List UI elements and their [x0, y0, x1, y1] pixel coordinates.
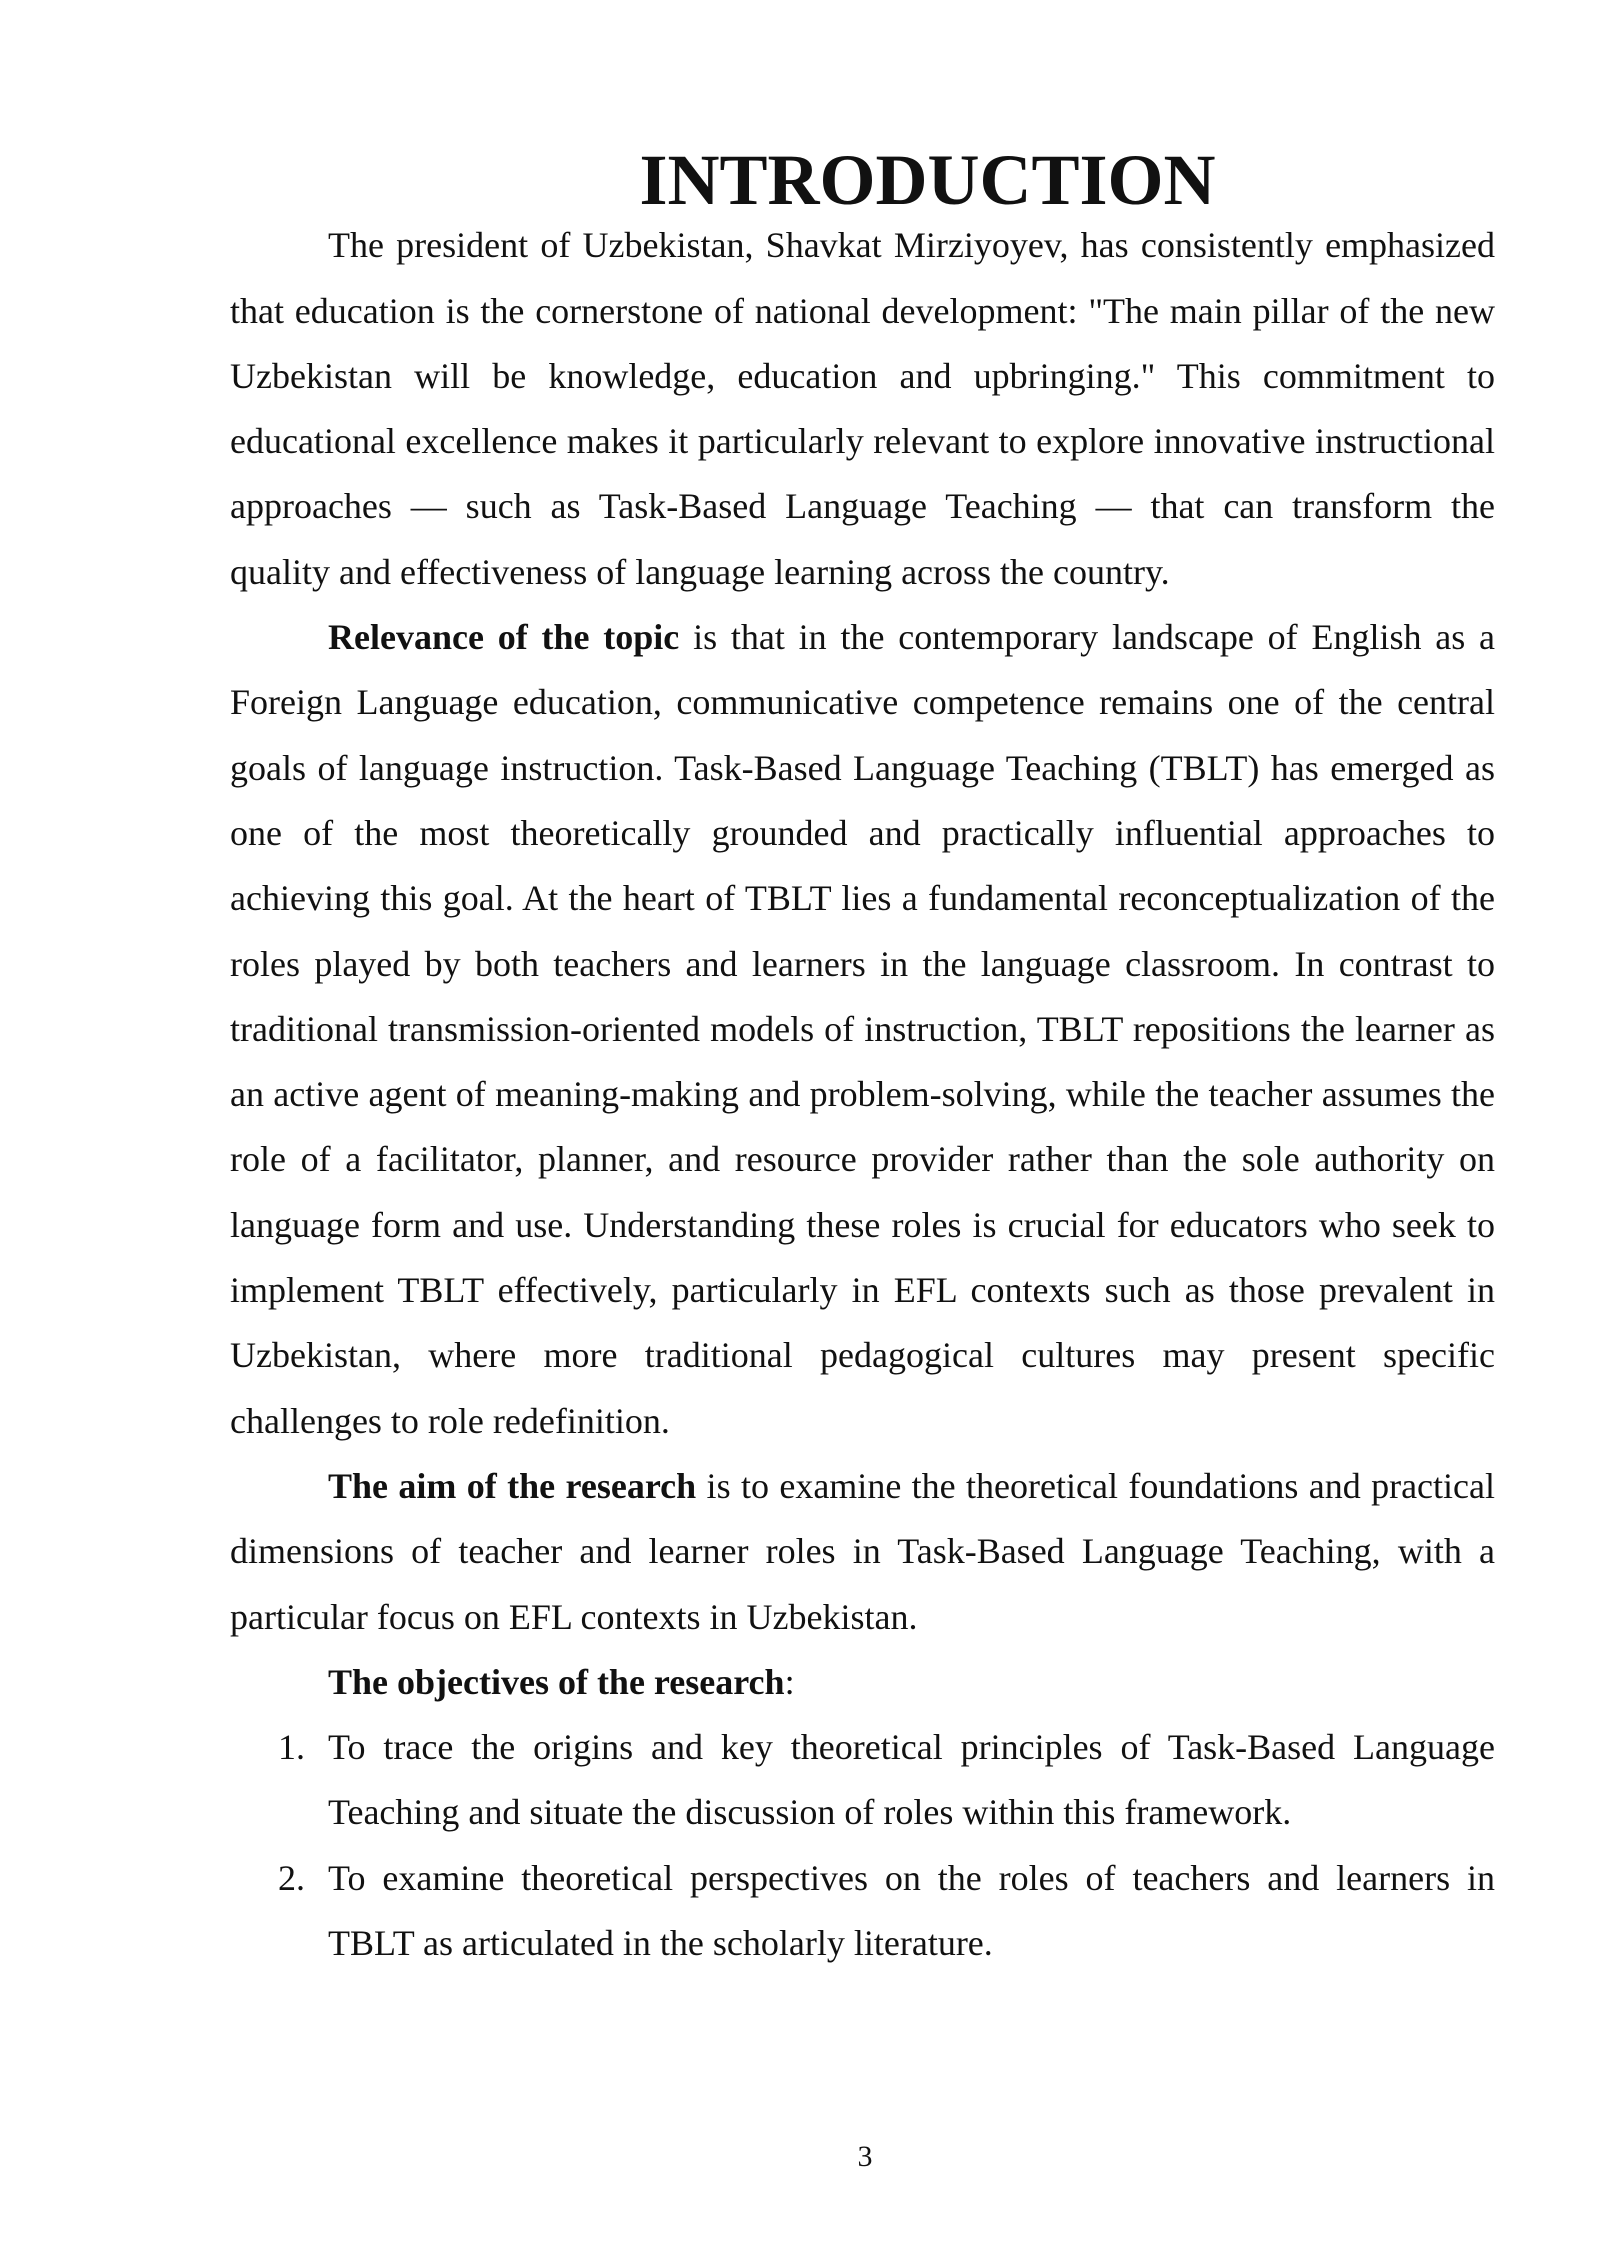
objectives-lead: The objectives of the research: [328, 1661, 785, 1702]
relevance-lead: Relevance of the topic: [328, 617, 680, 658]
relevance-text: is that in the contemporary landscape of English as a Foreign Language education, communicative competence remains one of the central goals of language instruction. Task-Based Language Teaching (TBLT) has emerged as one of the most theoretically grounded and practically influential approaches to achieving this goal. At the heart of TBLT lies a fundamental reconceptualization of the roles played by both teachers and learners in the language classroom. In contrast to traditional transmission-oriented models of instruction, TBLT repositions the learner as an active agent of meaning-making and problem-solving, while the teacher assumes the role of a facilitator, planner, and resource provider rather than the sole authority on language form and use. Understanding these roles is crucial for educators who seek to implement TBLT effectively, particularly in EFL contexts such as those prevalent in Uzbekistan, where more traditional pedagogical cultures may present specific challenges to role redefinition.: [230, 617, 1496, 1441]
list-item: [230, 1846, 1495, 1977]
document-body: [230, 140, 1496, 1976]
list-item-number: 1.: [278, 1727, 305, 1768]
section-title: INTRODUCTION: [639, 140, 1216, 220]
list-item-text: To trace the origins and key theoretical principles of Task-Based Language Teaching and situate the discussion of roles within this framework.: [328, 1727, 1495, 1833]
list-item-number: 2.: [278, 1857, 305, 1898]
page-number: 3: [857, 2140, 873, 2173]
aim-text: is to examine the theoretical foundations and practical dimensions of teacher and learner roles in Task-Based Language Teaching, with a particular focus on EFL contexts in Uzbekistan.: [230, 1465, 1495, 1637]
paragraph-aim: [230, 1454, 1495, 1650]
objectives-colon: :: [784, 1661, 795, 1702]
paragraph-president-quote: The president of Uzbekistan, Shavkat Mirziyoyev, has consistently emphasized that education is the cornerstone of national development: "The main pillar of the new Uzbekistan will be knowledge, education and upbringing." This commitment to educational excellence makes it particularly relevant to explore innovative instructional approaches — such as Task-Based Language Teaching — that can transform the quality and effectiveness of language learning across the country.: [230, 225, 1495, 592]
list-item: [230, 1715, 1495, 1846]
objectives-list: [230, 1715, 1495, 1976]
aim-lead: The aim of the research: [328, 1465, 697, 1506]
list-item-text: To examine theoretical perspectives on the roles of teachers and learners in TBLT as articulated in the scholarly literature.: [328, 1857, 1495, 1964]
objectives-heading: [230, 1650, 1495, 1715]
paragraph-relevance: [230, 605, 1495, 1454]
